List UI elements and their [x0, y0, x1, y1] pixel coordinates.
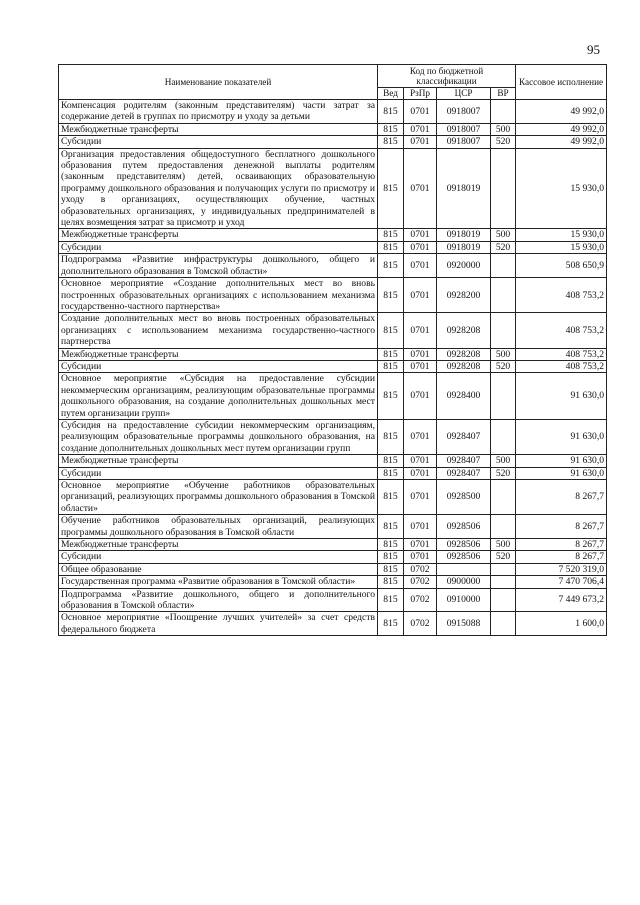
row-csr	[437, 563, 491, 575]
table-row	[59, 229, 607, 241]
row-amount: 49 992,0	[516, 136, 607, 148]
row-ved: 815	[378, 360, 404, 372]
row-amount: 8 267,7	[516, 551, 607, 563]
row-ved: 815	[378, 148, 404, 229]
row-name: Субсидии	[59, 241, 378, 253]
header-name: Наименование показателей	[59, 65, 378, 100]
table-row	[59, 360, 607, 372]
row-ved: 815	[378, 551, 404, 563]
row-csr: 0928407	[437, 467, 491, 479]
row-csr: 0915088	[437, 612, 491, 636]
row-vr	[491, 373, 516, 420]
row-rzpr: 0701	[404, 148, 437, 229]
table-header-row	[59, 65, 607, 88]
row-vr	[491, 313, 516, 348]
header-vr: ВР	[491, 88, 516, 100]
row-amount: 7 449 673,2	[516, 588, 607, 612]
table-row	[59, 455, 607, 467]
row-rzpr: 0701	[404, 360, 437, 372]
row-name: Организация предоставления общедоступного бесплатного дошкольного образования путем предоставления денежной выплаты родителям (законным представителям) детей, осваивающих образовательную программу дошкольного образования и получающих услуги по присмотру и уходу в организациях, осуществляющих обучение, частных образовательных организациях, у индивидуальных предпринимателей в целях возмещения затрат за присмотр и уход	[59, 148, 378, 229]
row-vr	[491, 576, 516, 588]
row-name: Межбюджетные трансферты	[59, 455, 378, 467]
row-amount: 408 753,2	[516, 313, 607, 348]
row-name: Основное мероприятие «Создание дополнительных мест во вновь построенных образовательных организациях с использованием механизма государственно-частного партнерства»	[59, 278, 378, 313]
row-vr: 520	[491, 360, 516, 372]
row-ved: 815	[378, 278, 404, 313]
row-ved: 815	[378, 480, 404, 515]
row-rzpr: 0701	[404, 539, 437, 551]
row-vr: 520	[491, 241, 516, 253]
row-amount: 15 930,0	[516, 241, 607, 253]
row-vr	[491, 419, 516, 454]
table-row	[59, 467, 607, 479]
row-name: Подпрограмма «Развитие дошкольного, общего и дополнительного образования в Томской области»	[59, 588, 378, 612]
row-vr: 520	[491, 467, 516, 479]
row-ved: 815	[378, 455, 404, 467]
row-rzpr: 0701	[404, 348, 437, 360]
row-ved: 815	[378, 563, 404, 575]
row-name: Создание дополнительных мест во вновь построенных образовательных организациях с использованием механизма государственно-частного партнерства	[59, 313, 378, 348]
table-row	[59, 563, 607, 575]
row-name: Межбюджетные трансферты	[59, 123, 378, 135]
header-ved: Вед	[378, 88, 404, 100]
row-name: Основное мероприятие «Субсидия на предоставление субсидии некоммерческим организациям, реализующим образовательные программы дошкольного образования, на создание дополнительных дошкольных мест путем организации групп»	[59, 373, 378, 420]
row-name: Межбюджетные трансферты	[59, 348, 378, 360]
table-row	[59, 480, 607, 515]
row-csr: 0928407	[437, 419, 491, 454]
row-csr: 0928506	[437, 539, 491, 551]
table-row	[59, 100, 607, 124]
row-ved: 815	[378, 254, 404, 278]
row-rzpr: 0701	[404, 515, 437, 539]
row-vr	[491, 588, 516, 612]
table-row	[59, 551, 607, 563]
row-csr: 0928200	[437, 278, 491, 313]
row-ved: 815	[378, 576, 404, 588]
table-row	[59, 313, 607, 348]
row-rzpr: 0701	[404, 373, 437, 420]
page-number: 95	[587, 42, 600, 57]
row-amount: 8 267,7	[516, 515, 607, 539]
row-rzpr: 0701	[404, 123, 437, 135]
row-amount: 91 630,0	[516, 373, 607, 420]
row-name: Субсидии	[59, 467, 378, 479]
table-row	[59, 515, 607, 539]
row-rzpr: 0701	[404, 455, 437, 467]
row-amount: 508 650,9	[516, 254, 607, 278]
row-rzpr: 0702	[404, 576, 437, 588]
row-csr: 0928506	[437, 515, 491, 539]
row-vr: 500	[491, 455, 516, 467]
row-amount: 408 753,2	[516, 348, 607, 360]
row-csr: 0918019	[437, 148, 491, 229]
row-csr: 0928208	[437, 360, 491, 372]
row-ved: 815	[378, 136, 404, 148]
table-row	[59, 148, 607, 229]
row-vr: 500	[491, 539, 516, 551]
row-vr	[491, 612, 516, 636]
row-rzpr: 0702	[404, 588, 437, 612]
row-name: Основное мероприятие «Поощрение лучших учителей» за счет средств федерального бюджета	[59, 612, 378, 636]
row-vr	[491, 563, 516, 575]
row-name: Общее образование	[59, 563, 378, 575]
table-row	[59, 348, 607, 360]
header-rzpr: РзПр	[404, 88, 437, 100]
row-rzpr: 0701	[404, 419, 437, 454]
row-csr: 0918019	[437, 241, 491, 253]
row-csr: 0920000	[437, 254, 491, 278]
row-ved: 815	[378, 539, 404, 551]
row-amount: 91 630,0	[516, 467, 607, 479]
header-code-group: Код по бюджетной классификации	[378, 65, 516, 88]
row-amount: 8 267,7	[516, 539, 607, 551]
row-ved: 815	[378, 348, 404, 360]
row-amount: 91 630,0	[516, 455, 607, 467]
row-name: Межбюджетные трансферты	[59, 539, 378, 551]
row-rzpr: 0702	[404, 612, 437, 636]
row-ved: 815	[378, 373, 404, 420]
row-ved: 815	[378, 313, 404, 348]
row-amount: 7 470 706,4	[516, 576, 607, 588]
row-vr: 520	[491, 136, 516, 148]
row-amount: 408 753,2	[516, 278, 607, 313]
row-amount: 7 520 319,0	[516, 563, 607, 575]
row-csr: 0910000	[437, 588, 491, 612]
row-ved: 815	[378, 229, 404, 241]
row-ved: 815	[378, 241, 404, 253]
table-row	[59, 254, 607, 278]
row-name: Подпрограмма «Развитие инфраструктуры дошкольного, общего и дополнительного образования в Томской области»	[59, 254, 378, 278]
table-row	[59, 373, 607, 420]
row-vr	[491, 278, 516, 313]
row-rzpr: 0701	[404, 100, 437, 124]
row-name: Субсидии	[59, 360, 378, 372]
row-vr: 520	[491, 551, 516, 563]
row-ved: 815	[378, 515, 404, 539]
row-csr: 0928407	[437, 455, 491, 467]
row-csr: 0918007	[437, 136, 491, 148]
row-vr: 500	[491, 348, 516, 360]
row-rzpr: 0701	[404, 241, 437, 253]
row-rzpr: 0702	[404, 563, 437, 575]
row-amount: 15 930,0	[516, 229, 607, 241]
table-row	[59, 612, 607, 636]
row-csr: 0918007	[437, 123, 491, 135]
table-row	[59, 136, 607, 148]
row-name: Субсидия на предоставление субсидии некоммерческим организациям, реализующим образовательные программы дошкольного образования, на создание дополнительных дошкольных мест путем организации групп	[59, 419, 378, 454]
row-ved: 815	[378, 588, 404, 612]
row-ved: 815	[378, 467, 404, 479]
row-rzpr: 0701	[404, 313, 437, 348]
table-row	[59, 419, 607, 454]
row-amount: 1 600,0	[516, 612, 607, 636]
row-vr	[491, 515, 516, 539]
row-csr: 0900000	[437, 576, 491, 588]
table-row	[59, 123, 607, 135]
table-row	[59, 278, 607, 313]
row-vr: 500	[491, 123, 516, 135]
table-row	[59, 588, 607, 612]
row-ved: 815	[378, 100, 404, 124]
row-csr: 0918007	[437, 100, 491, 124]
table-row	[59, 539, 607, 551]
row-name: Основное мероприятие «Обучение работников образовательных организаций, реализующих программы дошкольного образования в Томской области»	[59, 480, 378, 515]
row-ved: 815	[378, 123, 404, 135]
row-rzpr: 0701	[404, 551, 437, 563]
row-rzpr: 0701	[404, 136, 437, 148]
row-csr: 0928208	[437, 313, 491, 348]
table-row	[59, 576, 607, 588]
row-name: Субсидии	[59, 136, 378, 148]
row-rzpr: 0701	[404, 254, 437, 278]
row-vr: 500	[491, 229, 516, 241]
row-rzpr: 0701	[404, 467, 437, 479]
row-rzpr: 0701	[404, 229, 437, 241]
row-csr: 0928208	[437, 348, 491, 360]
table-row	[59, 241, 607, 253]
row-amount: 91 630,0	[516, 419, 607, 454]
row-amount: 408 753,2	[516, 360, 607, 372]
row-csr: 0928400	[437, 373, 491, 420]
row-amount: 49 992,0	[516, 100, 607, 124]
budget-table	[58, 64, 607, 636]
row-vr	[491, 100, 516, 124]
row-name: Межбюджетные трансферты	[59, 229, 378, 241]
row-vr	[491, 254, 516, 278]
row-vr	[491, 480, 516, 515]
row-amount: 8 267,7	[516, 480, 607, 515]
row-rzpr: 0701	[404, 278, 437, 313]
row-name: Компенсация родителям (законным представителям) части затрат за содержание детей в группах по присмотру и уходу за детьми	[59, 100, 378, 124]
row-amount: 15 930,0	[516, 148, 607, 229]
row-vr	[491, 148, 516, 229]
row-csr: 0928500	[437, 480, 491, 515]
row-csr: 0918019	[437, 229, 491, 241]
row-rzpr: 0701	[404, 480, 437, 515]
row-name: Государственная программа «Развитие образования в Томской области»	[59, 576, 378, 588]
row-name: Обучение работников образовательных организаций, реализующих программы дошкольного образования в Томской области	[59, 515, 378, 539]
row-name: Субсидии	[59, 551, 378, 563]
row-ved: 815	[378, 419, 404, 454]
row-ved: 815	[378, 612, 404, 636]
header-amount: Кассовое исполнение	[516, 65, 607, 100]
row-amount: 49 992,0	[516, 123, 607, 135]
row-csr: 0928506	[437, 551, 491, 563]
header-csr: ЦСР	[437, 88, 491, 100]
